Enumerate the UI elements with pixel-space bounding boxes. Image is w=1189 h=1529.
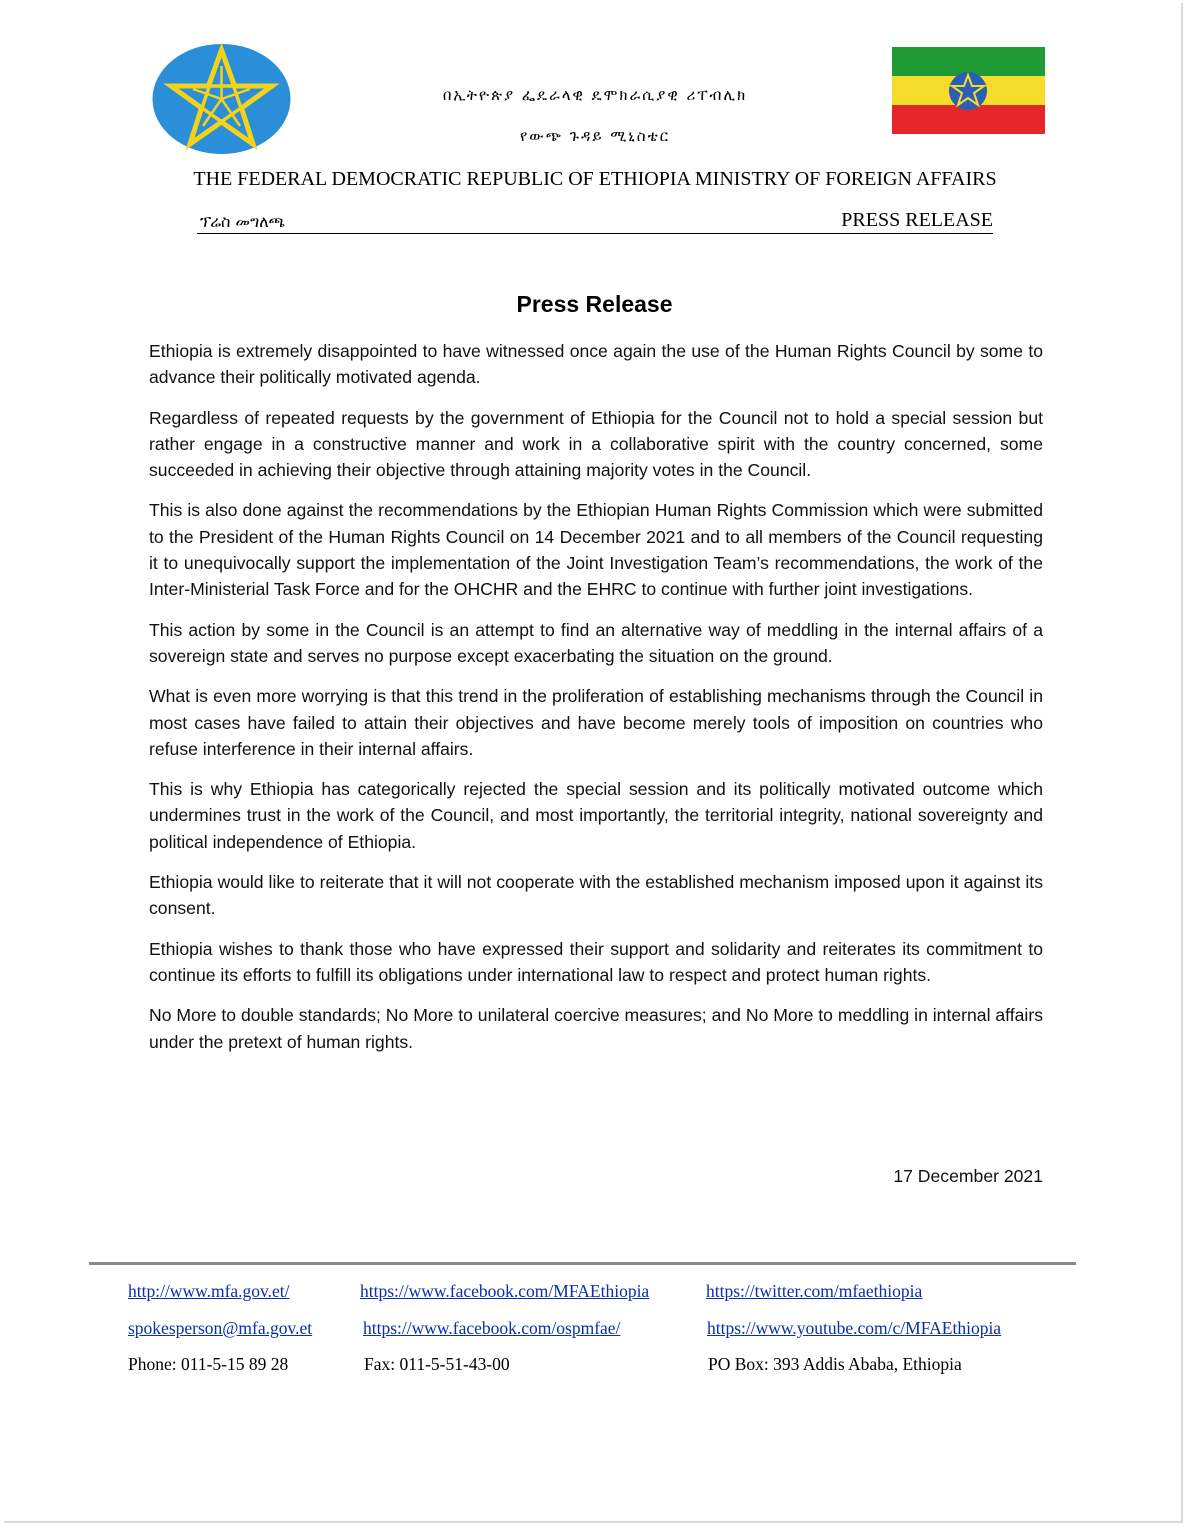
paragraph: This is why Ethiopia has categorically rejected the special session and its politically motivated outcome which undermines trust in the work of the Council, and most importantly, the territorial integrity, national sovereignty and political independence of Ethiopia.	[149, 779, 1043, 852]
paragraph: Ethiopia is extremely disappointed to have witnessed once again the use of the Human Rights Council by some to advance their politically motivated agenda.	[149, 341, 1043, 388]
paragraph: Ethiopia would like to reiterate that it will not cooperate with the established mechanism imposed upon it against its consent.	[149, 872, 1043, 919]
twitter-link[interactable]: https://twitter.com/mfaethiopia	[706, 1281, 923, 1301]
website-link[interactable]: http://www.mfa.gov.et/	[128, 1281, 290, 1301]
phone-number: Phone: 011-5-15 89 28	[128, 1354, 289, 1374]
ethiopia-emblem-icon	[150, 42, 293, 156]
amharic-press-label: ፕሬስ መግለጫ	[200, 212, 286, 231]
paragraph: No More to double standards; No More to unilateral coercive measures; and No More to meddling in internal affairs under the pretext of human rights.	[149, 1005, 1043, 1052]
amharic-ministry-name: የውጭ ጉዳይ ሚኒስቴር	[519, 127, 671, 145]
flag-green-band	[892, 47, 1045, 76]
email-link[interactable]: spokesperson@mfa.gov.et	[128, 1318, 313, 1338]
paragraph: Ethiopia wishes to thank those who have expressed their support and solidarity and reiterates its commitment to continue its efforts to fulfill its obligations under international law to respect and protect human rights.	[149, 938, 1043, 985]
fax-number: Fax: 011-5-51-43-00	[364, 1354, 510, 1374]
footer-divider	[89, 1262, 1076, 1265]
facebook-osp-link[interactable]: https://www.facebook.com/ospmfae/	[363, 1318, 621, 1338]
press-release-label: PRESS RELEASE	[841, 209, 993, 231]
paragraph: What is even more worrying is that this trend in the proliferation of establishing mechanisms through the Council in most cases have failed to attain their objectives and have become merely tools of imposition on countries who refuse interference in their internal affairs.	[149, 686, 1043, 759]
ministry-title: THE FEDERAL DEMOCRATIC REPUBLIC OF ETHIOPIA MINISTRY OF FOREIGN AFFAIRS	[193, 168, 997, 190]
document-body	[149, 338, 1043, 1069]
paragraph: This is also done against the recommendations by the Ethiopian Human Rights Commission which were submitted to the President of the Human Rights Council on 14 December 2021 and to all members of the Council requesting it to unequivocally support the implementation of the Joint Investigation Team’s recommendations, the work of the Inter-Ministerial Task Force and for the OHCHR and the EHRC to continue with further joint investigations.	[149, 500, 1043, 600]
po-box: PO Box: 393 Addis Ababa, Ethiopia	[708, 1354, 962, 1374]
paragraph: This action by some in the Council is an attempt to find an alternative way of meddling in the internal affairs of a sovereign state and serves no purpose except exacerbating the situation on the ground.	[149, 619, 1043, 666]
ethiopia-flag-icon	[892, 47, 1045, 134]
release-date: 17 December 2021	[893, 1166, 1043, 1186]
facebook-link[interactable]: https://www.facebook.com/MFAEthiopia	[360, 1281, 650, 1301]
document-title: Press Release	[516, 291, 673, 317]
amharic-country-name: በኢትዮጵያ ፌዴራላዊ ዴሞክራሲያዊ ሪፐብሊክ	[442, 86, 748, 104]
youtube-link[interactable]: https://www.youtube.com/c/MFAEthiopia	[707, 1318, 1002, 1338]
paragraph: Regardless of repeated requests by the government of Ethiopia for the Council not to hold a special session but rather engage in a constructive manner and work in a collaborative spirit with the country concerned, some succeeded in achieving their objective through attaining majority votes in the Council.	[149, 407, 1043, 481]
